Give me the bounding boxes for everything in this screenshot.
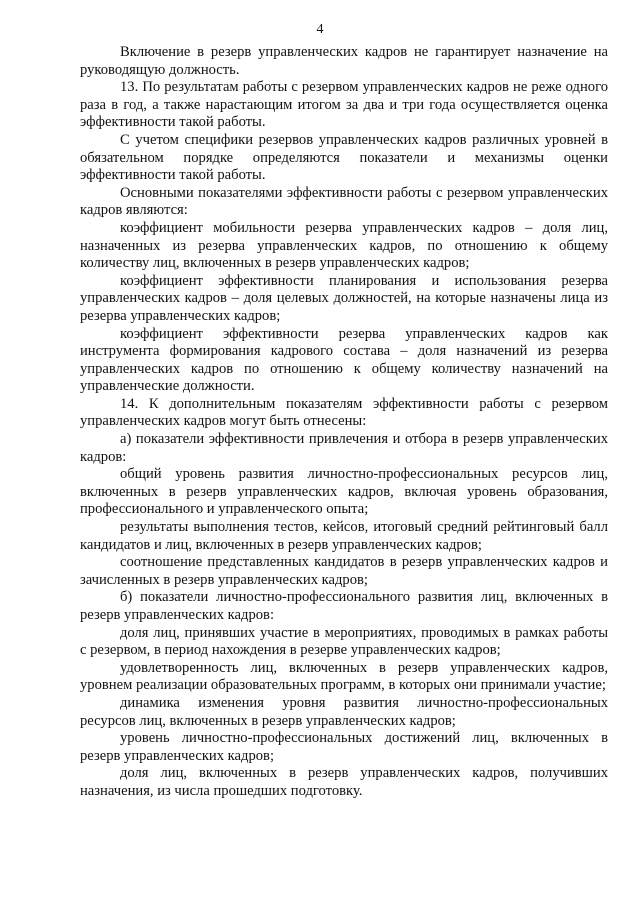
paragraph: соотношение представленных кандидатов в резерв управленческих кадров и зачисленных в резерв управленческих кадров; [80,554,608,588]
paragraph: общий уровень развития личностно-профессиональных ресурсов лиц, включенных в резерв управленческих кадров, включая уровень образования, профессионального и управленческого опыта; [80,466,608,518]
paragraph: удовлетворенность лиц, включенных в резерв управленческих кадров, уровнем реализации образовательных программ, в которых они принимали участие; [80,659,608,694]
paragraph: б) показатели личностно-профессионального развития лиц, включенных в резерв управленческих кадров: [80,589,608,623]
document-body [80,44,608,801]
paragraph: С учетом специфики резервов управленческих кадров различных уровней в обязательном порядке определяются показатели и механизмы оценки эффективности такой работы. [80,131,608,184]
paragraph: 14. К дополнительным показателям эффективности работы с резервом управленческих кадров могут быть отнесены: [80,395,608,430]
paragraph: доля лиц, включенных в резерв управленческих кадров, получивших назначения, из числа прошедших подготовку. [80,765,608,799]
paragraph: Основными показателями эффективности работы с резервом управленческих кадров являются: [80,184,608,219]
paragraph: 13. По результатам работы с резервом управленческих кадров не реже одного раза в год, а также нарастающим итогом за два и три года осуществляется оценка эффективности такой работы. [80,79,608,131]
paragraph: уровень личностно-профессиональных достижений лиц, включенных в резерв управленческих кадров; [80,730,608,764]
paragraph: коэффициент мобильности резерва управленческих кадров – доля лиц, назначенных из резерва управленческих кадров, по отношению к общему количеству лиц, включенных в резерв управленческих кадров; [80,219,608,272]
paragraph: результаты выполнения тестов, кейсов, итоговый средний рейтинговый балл кандидатов и лиц, включенных в резерв управленческих кадров; [80,519,608,553]
paragraph: а) показатели эффективности привлечения и отбора в резерв управленческих кадров: [80,431,608,465]
page-number: 4 [316,22,324,37]
paragraph: коэффициент эффективности планирования и использования резерва управленческих кадров – доля целевых должностей, на которые назначены лица из резерва управленческих кадров; [80,272,608,324]
paragraph: коэффициент эффективности резерва управленческих кадров как инструмента формирования кадрового состава – доля назначений из резерва управленческих кадров по отношению к общему количеству назначений на управленческие должности. [80,325,608,395]
paragraph: Включение в резерв управленческих кадров не гарантирует назначение на руководящую должность. [80,44,608,78]
paragraph: доля лиц, принявших участие в мероприятиях, проводимых в рамках работы с резервом, в период нахождения в резерве управленческих кадров; [80,624,608,659]
paragraph: динамика изменения уровня развития личностно-профессиональных ресурсов лиц, включенных в резерв управленческих кадров; [80,694,608,729]
